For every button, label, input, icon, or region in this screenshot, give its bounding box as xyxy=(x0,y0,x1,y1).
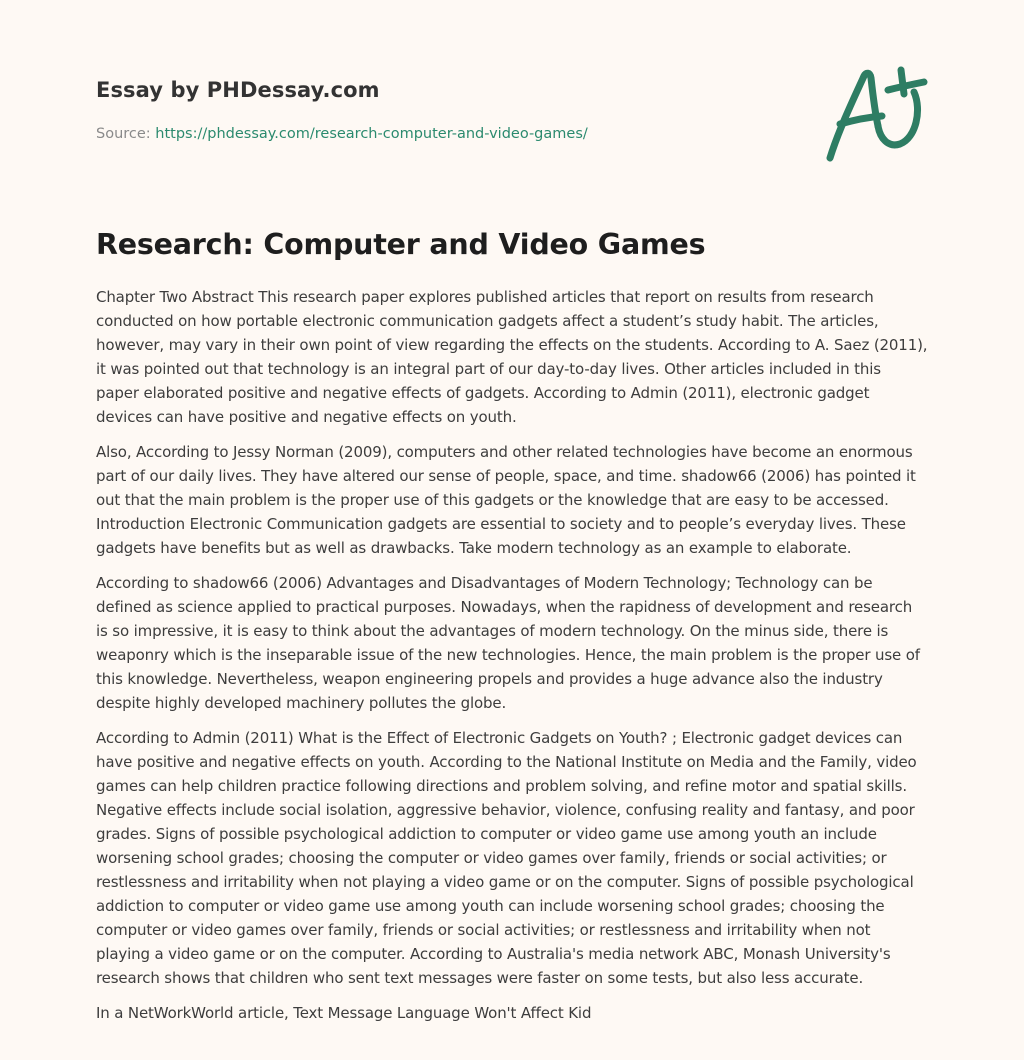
essay-paragraph: Also, According to Jessy Norman (2009), computers and other related technologies have become an enormous part of our daily lives. They have altered our sense of people, space, and time. shadow66 (2006) has pointed it out that the main problem is the proper use of this gadgets or the knowledge that are easy to be accessed. Introduction Electronic Communication gadgets are essential to society and to people’s everyday lives. These gadgets have benefits but as well as drawbacks. Take modern technology as an example to elaborate. xyxy=(96,443,916,557)
essay-paragraph: According to Admin (2011) What is the Effect of Electronic Gadgets on Youth? ; Electronic gadget devices can have positive and negative effects on youth. According to the National Institute on Media and the Family, video games can help children practice following directions and problem solving, and refine motor and spatial skills. Negative effects include social isolation, aggressive behavior, violence, confusing reality and fantasy, and poor grades. Signs of possible psychological addiction to computer or video game use among youth an include worsening school grades; choosing the computer or video games over family, friends or social activities; or restlessness and irritability when not playing a video game or on the computer. Signs of possible psychological addiction to computer or video game use among youth can include worsening school grades; choosing the computer or video games over family, friends or social activities; or restlessness and irritability when not playing a video game or on the computer. According to Australia's media network ABC, Monash University's research shows that children who sent text messages were faster on some tests, but also less accurate. xyxy=(96,729,917,987)
essay-paragraph: Chapter Two Abstract This research paper explores published articles that report on results from research conducted on how portable electronic communication gadgets affect a student’s study habit. The articles, however, may vary in their own point of view regarding the effects on the students. According to A. Saez (2011), it was pointed out that technology is an integral part of our day-to-day lives. Other articles included in this paper elaborated positive and negative effects of gadgets. According to Admin (2011), electronic gadget devices can have positive and negative effects on youth. xyxy=(96,288,928,426)
source-label: Source: xyxy=(96,126,156,142)
essay-paragraph: In a NetWorkWorld article, Text Message Language Won't Affect Kid xyxy=(96,1004,592,1022)
essay-paragraph: According to shadow66 (2006) Advantages and Disadvantages of Modern Technology; Technology can be defined as science applied to practical purposes. Nowadays, when the rapidness of development and research is so impressive, it is easy to think about the advantages of modern technology. On the minus side, there is weaponry which is the inseparable issue of the new technologies. Hence, the main problem is the proper use of this knowledge. Nevertheless, weapon engineering propels and provides a huge advance also the industry despite highly developed machinery pollutes the globe. xyxy=(96,574,920,712)
a-plus-grade-icon xyxy=(818,62,934,166)
source-line xyxy=(96,124,588,144)
essay-body xyxy=(96,285,928,1036)
brand-title: Essay by PHDessay.com xyxy=(96,78,380,102)
essay-title: Research: Computer and Video Games xyxy=(96,228,706,261)
source-link[interactable]: https://phdessay.com/research-computer-and-video-games/ xyxy=(155,126,588,142)
page-header xyxy=(96,76,928,142)
